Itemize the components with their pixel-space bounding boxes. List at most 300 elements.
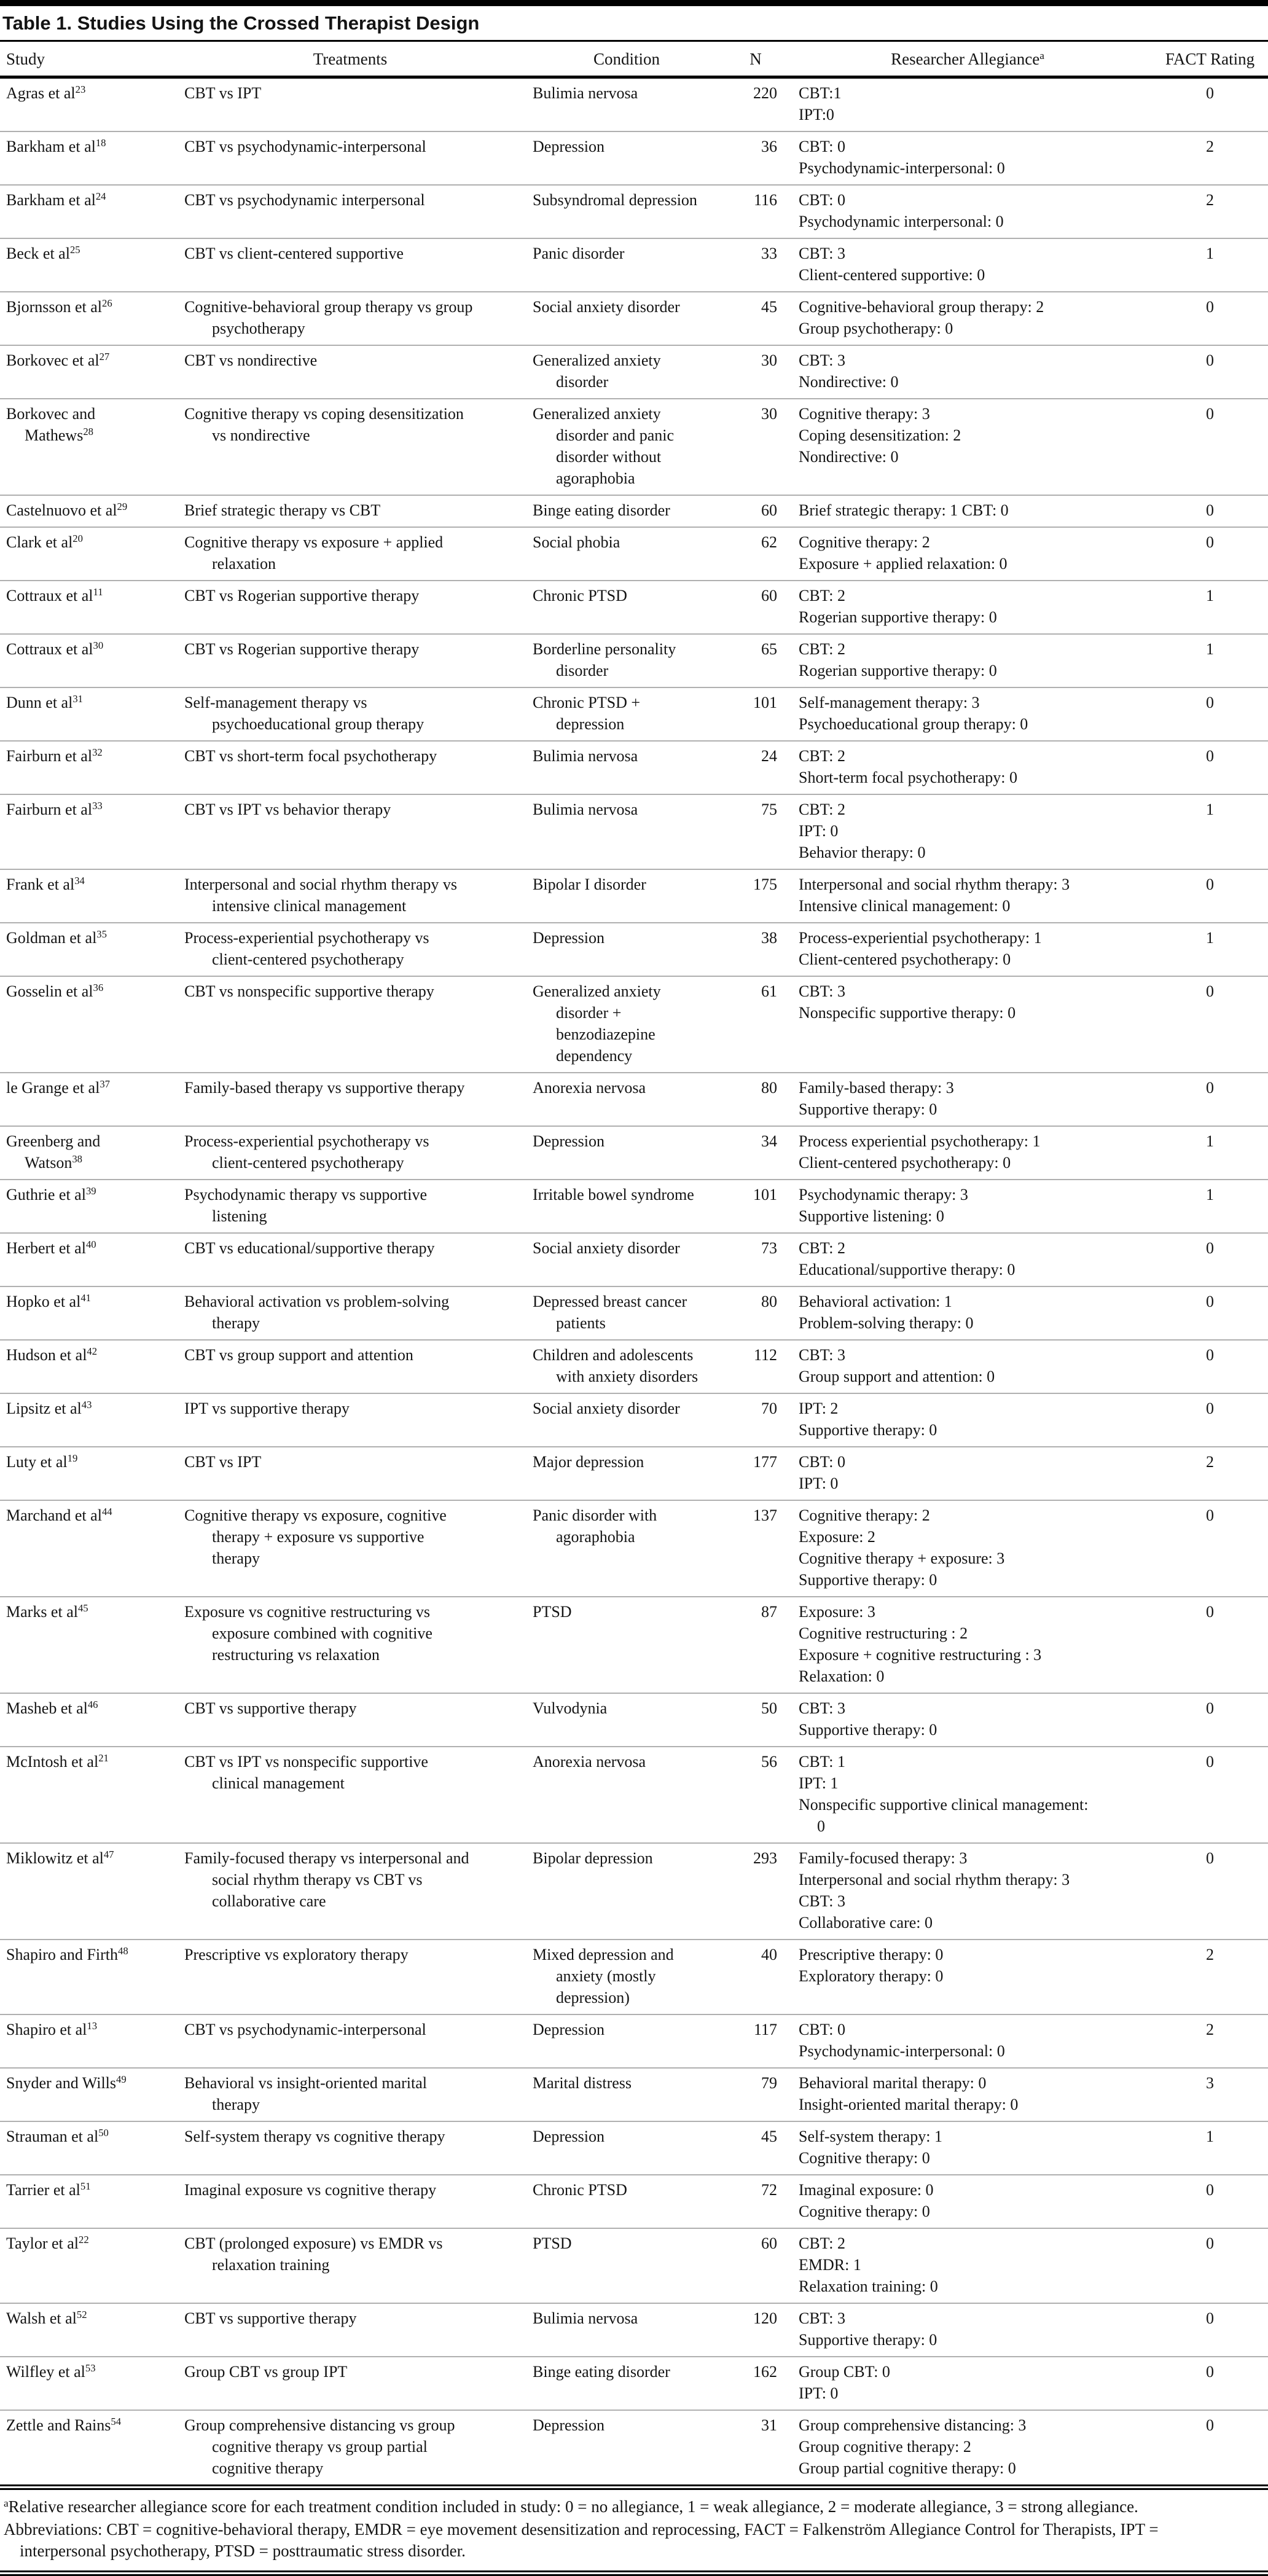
- allegiance-line: Brief strategic therapy: 1 CBT: 0: [799, 501, 1009, 519]
- treatments-cell: CBT vs IPT: [184, 1453, 262, 1471]
- fact-rating: 0: [1206, 1699, 1214, 1717]
- allegiance-line: Group partial cognitive therapy: 0: [799, 2459, 1016, 2477]
- condition-cell: Generalized anxiety disorder and panic disorder without agoraphobia: [533, 405, 675, 487]
- table-row: [0, 634, 1268, 687]
- column-header-study: Study: [6, 50, 45, 68]
- allegiance-line: CBT: 1: [799, 1753, 845, 1771]
- allegiance-line: IPT:0: [799, 106, 834, 123]
- treatments-cell: CBT vs group support and attention: [184, 1346, 413, 1364]
- fact-rating: 0: [1206, 533, 1214, 551]
- allegiance-line: Group psychotherapy: 0: [799, 319, 953, 337]
- allegiance-line: Supportive therapy: 0: [799, 1721, 937, 1739]
- fact-rating: 0: [1206, 2416, 1214, 2434]
- sample-size: 38: [761, 929, 777, 947]
- condition-cell: Bulimia nervosa: [533, 801, 638, 818]
- footnotes: [0, 2490, 1268, 2570]
- sample-size: 177: [753, 1453, 777, 1471]
- condition-cell: Depression: [533, 2416, 605, 2434]
- allegiance-line: Insight-oriented marital therapy: 0: [799, 2096, 1019, 2113]
- allegiance-scores: [799, 1505, 1094, 1591]
- study-name: Borkovec et $al^{27}$: [6, 350, 110, 369]
- allegiance-line: Supportive therapy: 0: [799, 1571, 937, 1589]
- treatments-cell: CBT vs client-centered supportive: [184, 245, 404, 262]
- allegiance-line: Exploratory therapy: 0: [799, 1967, 944, 1985]
- allegiance-line: Exposure: 2: [799, 1528, 875, 1546]
- allegiance-scores: [799, 1751, 1094, 1837]
- condition-cell: Subsyndromal depression: [533, 191, 697, 209]
- table-row: [0, 1500, 1268, 1597]
- study-reference-number: 53: [85, 2362, 96, 2374]
- footnote-abbreviations: Abbreviations: CBT = cognitive-behavioral therapy, EMDR = eye movement desensitization and reprocessing, FACT = Falkenström Allegiance Control for Therapists, IPT = interpersonal psychotherapy, PTSD = posttraumatic stress disorder.: [4, 2520, 1159, 2560]
- allegiance-line: Nondirective: 0: [799, 373, 899, 391]
- treatments-cell: Cognitive therapy vs exposure + applied relaxation: [184, 533, 444, 573]
- fact-rating: 1: [1206, 1132, 1214, 1150]
- allegiance-scores: [799, 2308, 1094, 2351]
- allegiance-line: Client-centered supportive: 0: [799, 266, 985, 284]
- study-reference-number: 22: [79, 2233, 89, 2245]
- study-name: McIntosh et $al^{21}$: [6, 1752, 109, 1771]
- study-reference-number: 37: [100, 1078, 110, 1090]
- column-header-condition: Condition: [593, 50, 660, 68]
- sample-size: 34: [761, 1132, 777, 1150]
- allegiance-line: Behavior therapy: 0: [799, 844, 926, 861]
- allegiance-line: CBT: 3: [799, 245, 845, 262]
- study-name: Castelnuovo et $al^{29}$: [6, 500, 128, 519]
- study-reference-number: 51: [80, 2180, 91, 2192]
- allegiance-line: Cognitive therapy: 0: [799, 2149, 930, 2167]
- sample-size: 33: [761, 245, 777, 262]
- column-header-researcher-allegiance: [783, 42, 1152, 77]
- study-name: Cottraux et $al^{11}$: [6, 585, 103, 605]
- sample-size: 72: [761, 2181, 777, 2199]
- table-row: [0, 2303, 1268, 2357]
- allegiance-line: Family-based therapy: 3: [799, 1079, 954, 1097]
- study-reference-number: 33: [92, 799, 103, 812]
- table-row: [0, 1393, 1268, 1447]
- treatments-cell: Exposure vs cognitive restructuring vs exposure combined with cognitive restructuring vs relaxation: [184, 1603, 432, 1664]
- condition-cell: Children and adolescents with anxiety disorders: [533, 1346, 699, 1385]
- fact-rating: 1: [1206, 929, 1214, 947]
- allegiance-scores: [799, 1237, 1094, 1280]
- treatments-cell: Family-focused therapy vs interpersonal and social rhythm therapy vs CBT vs collaborative care: [184, 1849, 469, 1910]
- allegiance-line: Family-focused therapy: 3: [799, 1849, 968, 1867]
- study-name: Frank et $al^{34}$: [6, 874, 85, 893]
- allegiance-line: Imaginal exposure: 0: [799, 2181, 934, 2199]
- allegiance-line: Exposure + applied relaxation: 0: [799, 555, 1008, 573]
- footnote-allegiance-scale: [4, 2496, 1243, 2518]
- sample-size: 80: [761, 1293, 777, 1310]
- fact-rating: 0: [1206, 1346, 1214, 1364]
- allegiance-line: CBT: 2: [799, 801, 845, 818]
- column-header-n: N: [749, 50, 762, 68]
- allegiance-scores: [799, 1847, 1094, 1933]
- condition-cell: Depression: [533, 929, 605, 947]
- study-reference-number: 45: [77, 1602, 88, 1614]
- fact-rating: 1: [1206, 587, 1214, 605]
- table-row: [0, 1073, 1268, 1126]
- sample-size: 162: [753, 2363, 777, 2381]
- study-reference-number: 39: [85, 1184, 96, 1197]
- study-name: Wilfley et $al^{53}$: [6, 2362, 96, 2381]
- allegiance-scores: [799, 1398, 1094, 1441]
- study-reference-number: 19: [67, 1452, 78, 1464]
- condition-cell: Anorexia nervosa: [533, 1079, 646, 1097]
- treatments-cell: CBT vs educational/supportive therapy: [184, 1239, 435, 1257]
- study-name: Greenberg and Watson$^{38}$: [6, 1132, 101, 1172]
- table-row: [0, 2410, 1268, 2484]
- allegiance-scores: [799, 638, 1094, 681]
- condition-cell: Social anxiety disorder: [533, 1400, 680, 1417]
- table-row: [0, 185, 1268, 238]
- table-row: [0, 1693, 1268, 1747]
- footnote-a-marker: a: [4, 2497, 9, 2509]
- sample-size: 101: [753, 694, 777, 711]
- allegiance-line: Group comprehensive distancing: 3: [799, 2416, 1027, 2434]
- table-row: [0, 1843, 1268, 1940]
- fact-rating: 0: [1206, 1293, 1214, 1310]
- treatments-cell: CBT vs Rogerian supportive therapy: [184, 587, 420, 605]
- treatments-cell: CBT vs nonspecific supportive therapy: [184, 982, 434, 1000]
- allegiance-line: CBT: 3: [799, 982, 845, 1000]
- condition-cell: Bipolar depression: [533, 1849, 653, 1867]
- allegiance-line: CBT: 0: [799, 191, 845, 209]
- study-name: Strauman et $al^{50}$: [6, 2126, 109, 2145]
- treatments-cell: Brief strategic therapy vs CBT: [184, 501, 381, 519]
- allegiance-line: Cognitive therapy: 0: [799, 2202, 930, 2220]
- treatments-cell: Self-management therapy vs psychoeducational group therapy: [184, 694, 425, 733]
- treatments-cell: Imaginal exposure vs cognitive therapy: [184, 2181, 437, 2199]
- fact-rating: 0: [1206, 501, 1214, 519]
- allegiance-line: IPT: 2: [799, 1400, 839, 1417]
- allegiance-scores: [799, 874, 1094, 917]
- study-name: Marks et $al^{45}$: [6, 1602, 88, 1621]
- allegiance-line: Exposure: 3: [799, 1603, 875, 1621]
- fact-rating: 0: [1206, 747, 1214, 765]
- study-reference-number: 11: [93, 585, 103, 598]
- treatments-cell: Process-experiential psychotherapy vs client-centered psychotherapy: [184, 1132, 429, 1172]
- allegiance-line: CBT: 2: [799, 1239, 845, 1257]
- table-header: [0, 42, 1268, 77]
- study-name: Taylor et $al^{22}$: [6, 2233, 89, 2252]
- fact-rating: 1: [1206, 640, 1214, 658]
- condition-cell: Vulvodynia: [533, 1699, 608, 1717]
- study-name: Cottraux et $al^{30}$: [6, 639, 104, 658]
- sample-size: 45: [761, 2128, 777, 2145]
- treatments-cell: CBT vs nondirective: [184, 351, 318, 369]
- study-reference-number: 20: [72, 532, 83, 544]
- condition-cell: Depression: [533, 2021, 605, 2038]
- fact-rating: 0: [1206, 1506, 1214, 1524]
- allegiance-line: Supportive therapy: 0: [799, 2331, 937, 2349]
- study-name: Barkham et $al^{24}$: [6, 190, 106, 209]
- column-header-fact-rating: FACT Rating: [1165, 50, 1255, 68]
- fact-rating: 1: [1206, 801, 1214, 818]
- condition-cell: Social anxiety disorder: [533, 298, 680, 316]
- allegiance-line: CBT: 2: [799, 640, 845, 658]
- allegiance-line: Cognitive therapy: 2: [799, 533, 930, 551]
- fact-rating: 1: [1206, 1186, 1214, 1204]
- allegiance-scores: [799, 82, 1094, 125]
- allegiance-line: CBT: 0: [799, 2021, 845, 2038]
- study-name: Shapiro et $al^{13}$: [6, 2019, 98, 2038]
- treatments-cell: Cognitive-behavioral group therapy vs group psychotherapy: [184, 298, 473, 337]
- table-row: [0, 1180, 1268, 1233]
- treatments-cell: Interpersonal and social rhythm therapy vs intensive clinical management: [184, 875, 458, 915]
- sample-size: 30: [761, 405, 777, 423]
- condition-cell: Anorexia nervosa: [533, 1753, 646, 1771]
- table-row: [0, 2068, 1268, 2121]
- study-reference-number: 29: [117, 500, 128, 512]
- table-bottom-rule: [0, 2484, 1268, 2490]
- allegiance-scores: [799, 981, 1094, 1024]
- condition-cell: Chronic PTSD: [533, 587, 627, 605]
- fact-rating: 0: [1206, 875, 1214, 893]
- table-row: [0, 77, 1268, 132]
- allegiance-scores: [799, 531, 1094, 574]
- allegiance-line: Psychodynamic interpersonal: 0: [799, 213, 1004, 230]
- table-row: [0, 1126, 1268, 1180]
- table-row: [0, 238, 1268, 292]
- allegiance-line: Psychoeducational group therapy: 0: [799, 715, 1028, 733]
- allegiance-scores: [799, 799, 1094, 863]
- study-reference-number: 42: [87, 1345, 98, 1357]
- fact-rating: 0: [1206, 1079, 1214, 1097]
- allegiance-line: Educational/supportive therapy: 0: [799, 1261, 1016, 1278]
- study-reference-number: 28: [83, 425, 93, 437]
- condition-cell: Panic disorder: [533, 245, 625, 262]
- treatments-cell: Behavioral activation vs problem-solving therapy: [184, 1293, 450, 1332]
- study-name: Bjornsson et $al^{26}$: [6, 297, 112, 316]
- condition-cell: Generalized anxiety disorder: [533, 351, 661, 391]
- table-row: [0, 1447, 1268, 1500]
- condition-cell: Major depression: [533, 1453, 644, 1471]
- study-name: Zettle and Rains$^{54}$: [6, 2415, 122, 2434]
- condition-cell: Depression: [533, 1132, 605, 1150]
- allegiance-line: Self-system therapy: 1: [799, 2128, 942, 2145]
- study-name: Hopko et $al^{41}$: [6, 1291, 91, 1310]
- condition-cell: Bulimia nervosa: [533, 84, 638, 102]
- treatments-cell: CBT vs Rogerian supportive therapy: [184, 640, 420, 658]
- treatments-cell: IPT vs supportive therapy: [184, 1400, 350, 1417]
- treatments-cell: Group comprehensive distancing vs group cognitive therapy vs group partial cognitive therapy: [184, 2416, 455, 2477]
- allegiance-line: Supportive therapy: 0: [799, 1421, 937, 1439]
- study-name: Fairburn et $al^{33}$: [6, 799, 103, 818]
- allegiance-line: Process experiential psychotherapy: 1: [799, 1132, 1041, 1150]
- allegiance-scores: [799, 1451, 1094, 1494]
- sample-size: 120: [753, 2309, 777, 2327]
- study-reference-number: 21: [98, 1752, 109, 1764]
- allegiance-line: Interpersonal and social rhythm therapy: 3: [799, 875, 1070, 893]
- study-reference-number: 36: [93, 981, 104, 993]
- table-row: [0, 1747, 1268, 1843]
- table-row: [0, 923, 1268, 976]
- allegiance-line: CBT: 2: [799, 2234, 845, 2252]
- allegiance-scores: [799, 1697, 1094, 1740]
- allegiance-line: Behavioral activation: 1: [799, 1293, 952, 1310]
- fact-rating: 2: [1206, 138, 1214, 155]
- allegiance-line: CBT: 3: [799, 1699, 845, 1717]
- study-reference-number: 27: [99, 350, 110, 362]
- allegiance-line: CBT:1: [799, 84, 842, 102]
- table-row: [0, 869, 1268, 923]
- treatments-cell: Process-experiential psychotherapy vs client-centered psychotherapy: [184, 929, 429, 968]
- sample-size: 65: [761, 640, 777, 658]
- fact-rating: 0: [1206, 1239, 1214, 1257]
- study-reference-number: 49: [116, 2073, 127, 2085]
- fact-rating: 2: [1206, 191, 1214, 209]
- condition-cell: PTSD: [533, 2234, 572, 2252]
- sample-size: 45: [761, 298, 777, 316]
- table-row: [0, 581, 1268, 634]
- study-name: Goldman et $al^{35}$: [6, 928, 107, 947]
- treatments-cell: CBT (prolonged exposure) vs EMDR vs relaxation training: [184, 2234, 443, 2274]
- study-name: Beck et $al^{25}$: [6, 243, 80, 262]
- study-name: Masheb et $al^{46}$: [6, 1698, 98, 1717]
- allegiance-scores: [799, 2361, 1094, 2404]
- studies-table: [0, 42, 1268, 2484]
- sample-size: 50: [761, 1699, 777, 1717]
- table-top-rule: [0, 0, 1268, 6]
- sample-size: 40: [761, 1946, 777, 1963]
- sample-size: 87: [761, 1603, 777, 1621]
- table-row: [0, 399, 1268, 495]
- treatments-cell: Group CBT vs group IPT: [184, 2363, 348, 2381]
- study-reference-number: 32: [92, 746, 103, 758]
- allegiance-scores: [799, 1130, 1094, 1173]
- table-row: [0, 131, 1268, 185]
- allegiance-scores: [799, 585, 1094, 628]
- study-reference-number: 31: [72, 692, 83, 705]
- allegiance-scores: [799, 927, 1094, 970]
- allegiance-line: Relaxation: 0: [799, 1667, 885, 1685]
- condition-cell: Bipolar I disorder: [533, 875, 646, 893]
- allegiance-scores: [799, 350, 1094, 393]
- study-reference-number: 40: [85, 1238, 96, 1250]
- column-header-treatments: Treatments: [313, 50, 388, 68]
- study-reference-number: 54: [111, 2415, 122, 2427]
- treatments-cell: CBT vs psychodynamic-interpersonal: [184, 138, 426, 155]
- sample-size: 60: [761, 2234, 777, 2252]
- table-row: [0, 741, 1268, 794]
- condition-cell: Depression: [533, 2128, 605, 2145]
- study-name: Hudson et $al^{42}$: [6, 1345, 98, 1364]
- study-name: Clark et $al^{20}$: [6, 532, 83, 551]
- treatments-cell: CBT vs supportive therapy: [184, 2309, 357, 2327]
- study-name: Lipsitz et $al^{43}$: [6, 1398, 92, 1417]
- table-row: [0, 2175, 1268, 2228]
- allegiance-scores: [799, 499, 1094, 521]
- allegiance-scores: [799, 1184, 1094, 1227]
- allegiance-line: CBT: 0: [799, 138, 845, 155]
- table-row: [0, 794, 1268, 869]
- study-name: Gosselin et $al^{36}$: [6, 981, 104, 1000]
- allegiance-line: Psychodynamic therapy: 3: [799, 1186, 968, 1204]
- sample-size: 56: [761, 1753, 777, 1771]
- allegiance-line: CBT: 0: [799, 1453, 845, 1471]
- allegiance-line: Nondirective: 0: [799, 448, 899, 466]
- allegiance-line: CBT: 2: [799, 587, 845, 605]
- fact-rating: 2: [1206, 2021, 1214, 2038]
- treatments-cell: Self-system therapy vs cognitive therapy: [184, 2128, 445, 2145]
- study-reference-number: 48: [118, 1944, 128, 1957]
- allegiance-line: Supportive listening: 0: [799, 1207, 944, 1225]
- sample-size: 36: [761, 138, 777, 155]
- sample-size: 112: [753, 1346, 777, 1364]
- sample-size: 31: [761, 2416, 777, 2434]
- allegiance-scores: [799, 2072, 1094, 2115]
- fact-rating: 2: [1206, 1453, 1214, 1471]
- table-row: [0, 1286, 1268, 1340]
- allegiance-scores: [799, 243, 1094, 286]
- allegiance-scores: [799, 692, 1094, 735]
- sample-size: 80: [761, 1079, 777, 1097]
- table-row: [0, 2228, 1268, 2303]
- allegiance-line: CBT: 3: [799, 1346, 845, 1364]
- allegiance-line: Nonspecific supportive clinical management: 0: [799, 1796, 1089, 1835]
- study-name: Agras et $al^{23}$: [6, 83, 86, 102]
- sample-size: 101: [753, 1186, 777, 1204]
- allegiance-line: Cognitive-behavioral group therapy: 2: [799, 298, 1044, 316]
- allegiance-line: Rogerian supportive therapy: 0: [799, 662, 997, 679]
- study-reference-number: 47: [103, 1848, 114, 1860]
- allegiance-scores: [799, 1291, 1094, 1334]
- study-reference-number: 38: [72, 1153, 82, 1165]
- sample-size: 293: [753, 1849, 777, 1867]
- table-row: [0, 1597, 1268, 1693]
- study-name: le Grange et $al^{37}$: [6, 1078, 110, 1097]
- sample-size: 70: [761, 1400, 777, 1417]
- study-name: Luty et $al^{19}$: [6, 1452, 78, 1471]
- sample-size: 62: [761, 533, 777, 551]
- allegiance-scores: [799, 745, 1094, 788]
- allegiance-line: Psychodynamic-interpersonal: 0: [799, 2042, 1005, 2060]
- fact-rating: 0: [1206, 84, 1214, 102]
- treatments-cell: CBT vs short-term focal psychotherapy: [184, 747, 437, 765]
- fact-rating: 0: [1206, 1753, 1214, 1771]
- treatments-cell: CBT vs IPT vs nonspecific supportive clinical management: [184, 1753, 428, 1792]
- page-bottom-rule: [0, 2570, 1268, 2576]
- allegiance-line: Supportive therapy: 0: [799, 1100, 937, 1118]
- condition-cell: Borderline personality disorder: [533, 640, 676, 679]
- allegiance-line: Process-experiential psychotherapy: 1: [799, 929, 1042, 947]
- table-title: Table 1. Studies Using the Crossed Therapist Design: [2, 12, 480, 34]
- allegiance-scores: [799, 2126, 1094, 2169]
- study-reference-number: 26: [102, 297, 112, 309]
- study-name: Dunn et $al^{31}$: [6, 692, 83, 711]
- allegiance-line: Behavioral marital therapy: 0: [799, 2074, 987, 2092]
- table-row: [0, 1340, 1268, 1393]
- study-name: Herbert et $al^{40}$: [6, 1238, 96, 1257]
- fact-rating: 0: [1206, 1603, 1214, 1621]
- treatments-cell: Cognitive therapy vs coping desensitization vs nondirective: [184, 405, 464, 444]
- condition-cell: Marital distress: [533, 2074, 632, 2092]
- sample-size: 175: [753, 875, 777, 893]
- condition-cell: Irritable bowel syndrome: [533, 1186, 694, 1204]
- treatments-cell: CBT vs IPT vs behavior therapy: [184, 801, 391, 818]
- fact-rating: 0: [1206, 2181, 1214, 2199]
- fact-rating: 0: [1206, 982, 1214, 1000]
- study-reference-number: 50: [98, 2126, 109, 2139]
- table-row: [0, 527, 1268, 581]
- table-row: [0, 687, 1268, 741]
- condition-cell: Social phobia: [533, 533, 620, 551]
- allegiance-line: CBT: 3: [799, 2309, 845, 2327]
- allegiance-scores: [799, 136, 1094, 179]
- allegiance-line: Coping desensitization: 2: [799, 426, 961, 444]
- treatments-cell: Psychodynamic therapy vs supportive listening: [184, 1186, 427, 1225]
- allegiance-line: Client-centered psychotherapy: 0: [799, 1154, 1011, 1172]
- table-row: [0, 2357, 1268, 2410]
